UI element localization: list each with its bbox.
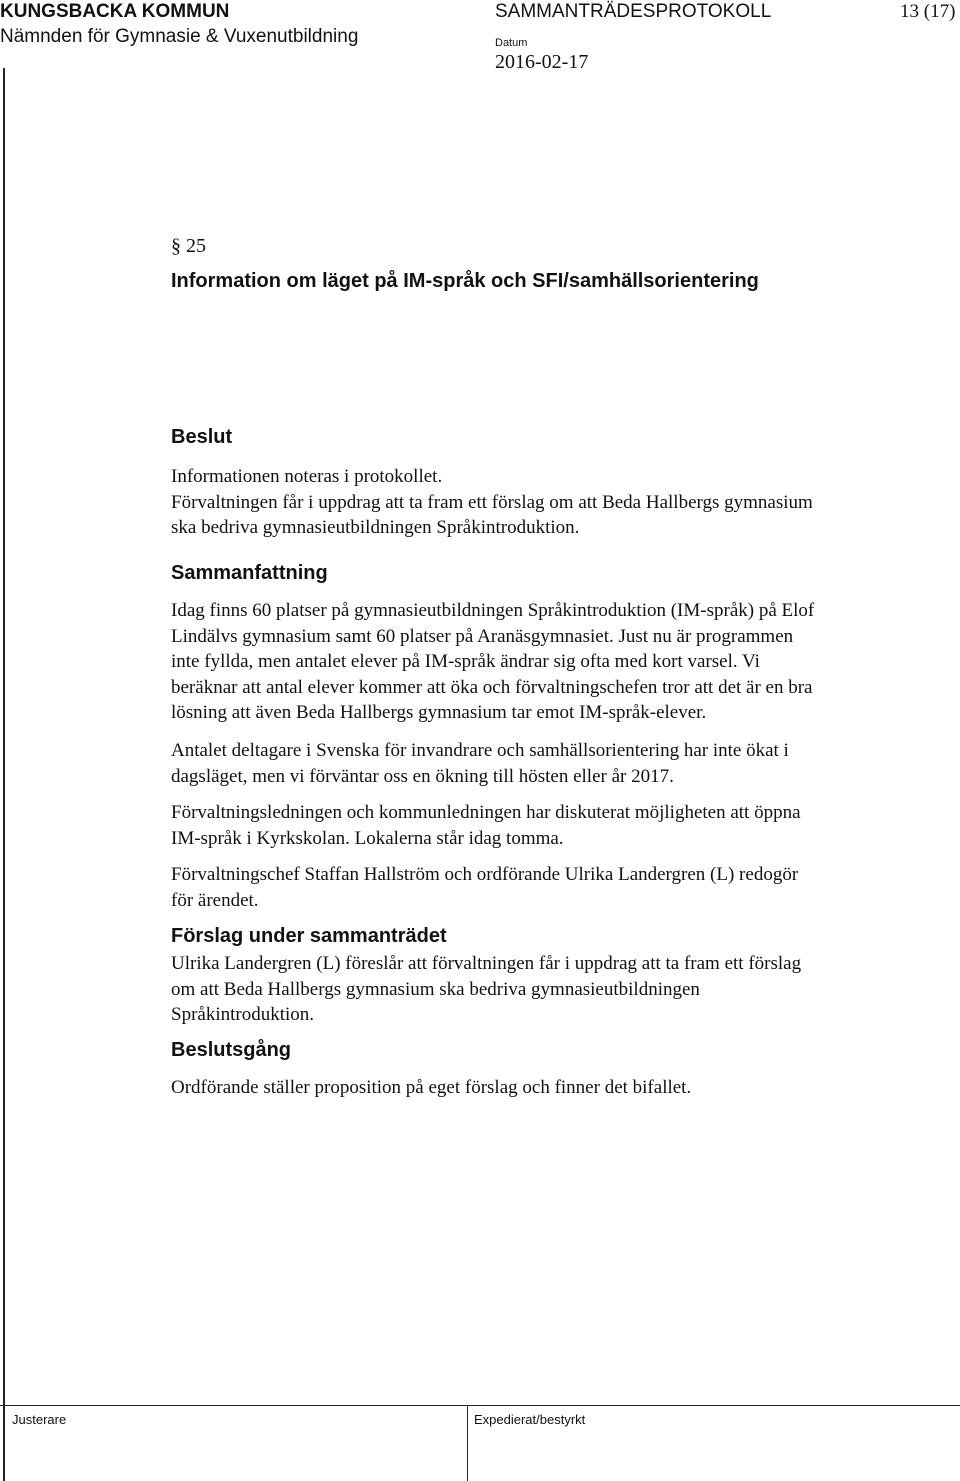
footer-expedierat-label: Expedierat/bestyrkt bbox=[474, 1412, 586, 1427]
left-margin-rule bbox=[3, 68, 5, 1481]
text-line: Ulrika Landergren (L) föreslår att förvaltningen får i uppdrag att ta fram ett förslag bbox=[171, 953, 802, 974]
text-line: Lindälvs gymnasium samt 60 platser på Aranäsgymnasiet. Just nu är programmen bbox=[171, 625, 794, 647]
text-line: lösning att även Beda Hallbergs gymnasium tar emot IM-språk-elever. bbox=[171, 702, 707, 723]
decision-procedure-text bbox=[171, 1075, 931, 1101]
text-line: Förvaltningschef Staffan Hallström och ordförande Ulrika Landergren (L) redogör bbox=[171, 864, 799, 885]
meeting-date: 2016-02-17 bbox=[495, 51, 589, 73]
proposal-heading: Förslag under sammanträdet bbox=[171, 925, 447, 947]
text-line: ska bedriva gymnasieutbildningen Språkintroduktion. bbox=[171, 517, 580, 538]
summary-paragraph-4 bbox=[171, 862, 931, 913]
text-line: Förvaltningen får i uppdrag att ta fram ett förslag om att Beda Hallbergs gymnasium bbox=[171, 491, 813, 513]
summary-paragraph-2 bbox=[171, 738, 931, 789]
text-line: Antalet deltagare i Svenska för invandrare och samhällsorientering har inte ökat i bbox=[171, 740, 789, 761]
organization-name: KUNGSBACKA KOMMUN bbox=[0, 1, 230, 22]
text-line: Språkintroduktion. bbox=[171, 1004, 315, 1025]
proposal-text bbox=[171, 951, 931, 1028]
text-line: beräknar att antal elever kommer att öka och förvaltningschefen tror att det är en bra bbox=[171, 676, 813, 698]
board-name: Nämnden för Gymnasie & Vuxenutbildning bbox=[0, 26, 359, 47]
summary-paragraph-3 bbox=[171, 800, 931, 851]
footer-justerare-label: Justerare bbox=[12, 1412, 67, 1427]
text-line: inte fyllda, men antalet elever på IM-språk ändrar sig ofta med kort varsel. Vi bbox=[171, 651, 760, 672]
document-type: SAMMANTRÄDESPROTOKOLL bbox=[495, 1, 772, 22]
text-line: Informationen noteras i protokollet. bbox=[171, 466, 443, 487]
text-line: för ärendet. bbox=[171, 889, 259, 911]
footer-divider bbox=[467, 1405, 468, 1481]
page-number: 13 (17) bbox=[900, 1, 956, 22]
decision-procedure-heading: Beslutsgång bbox=[171, 1039, 292, 1061]
text-line: dagsläget, men vi förväntar oss en ökning till hösten eller år 2017. bbox=[171, 765, 674, 787]
text-line: Ordförande ställer proposition på eget förslag och finner det bifallet. bbox=[171, 1077, 692, 1098]
text-line: Idag finns 60 platser på gymnasieutbildningen Språkintroduktion (IM-språk) på Elof bbox=[171, 600, 815, 621]
text-line: om att Beda Hallbergs gymnasium ska bedriva gymnasieutbildningen bbox=[171, 978, 700, 1000]
text-line: Förvaltningsledningen och kommunledningen har diskuterat möjligheten att öppna bbox=[171, 802, 801, 823]
summary-paragraph-1 bbox=[171, 598, 931, 726]
beslut-heading: Beslut bbox=[171, 426, 233, 448]
section-heading: Information om läget på IM-språk och SFI/samhällsorientering bbox=[171, 270, 759, 292]
footer-left-rule bbox=[3, 1405, 5, 1481]
date-label: Datum bbox=[495, 37, 528, 49]
text-line: IM-språk i Kyrkskolan. Lokalerna står idag tomma. bbox=[171, 827, 564, 849]
footer-rule bbox=[0, 1405, 960, 1406]
section-number: § 25 bbox=[171, 235, 206, 257]
summary-heading: Sammanfattning bbox=[171, 562, 328, 584]
beslut-text bbox=[171, 464, 931, 541]
